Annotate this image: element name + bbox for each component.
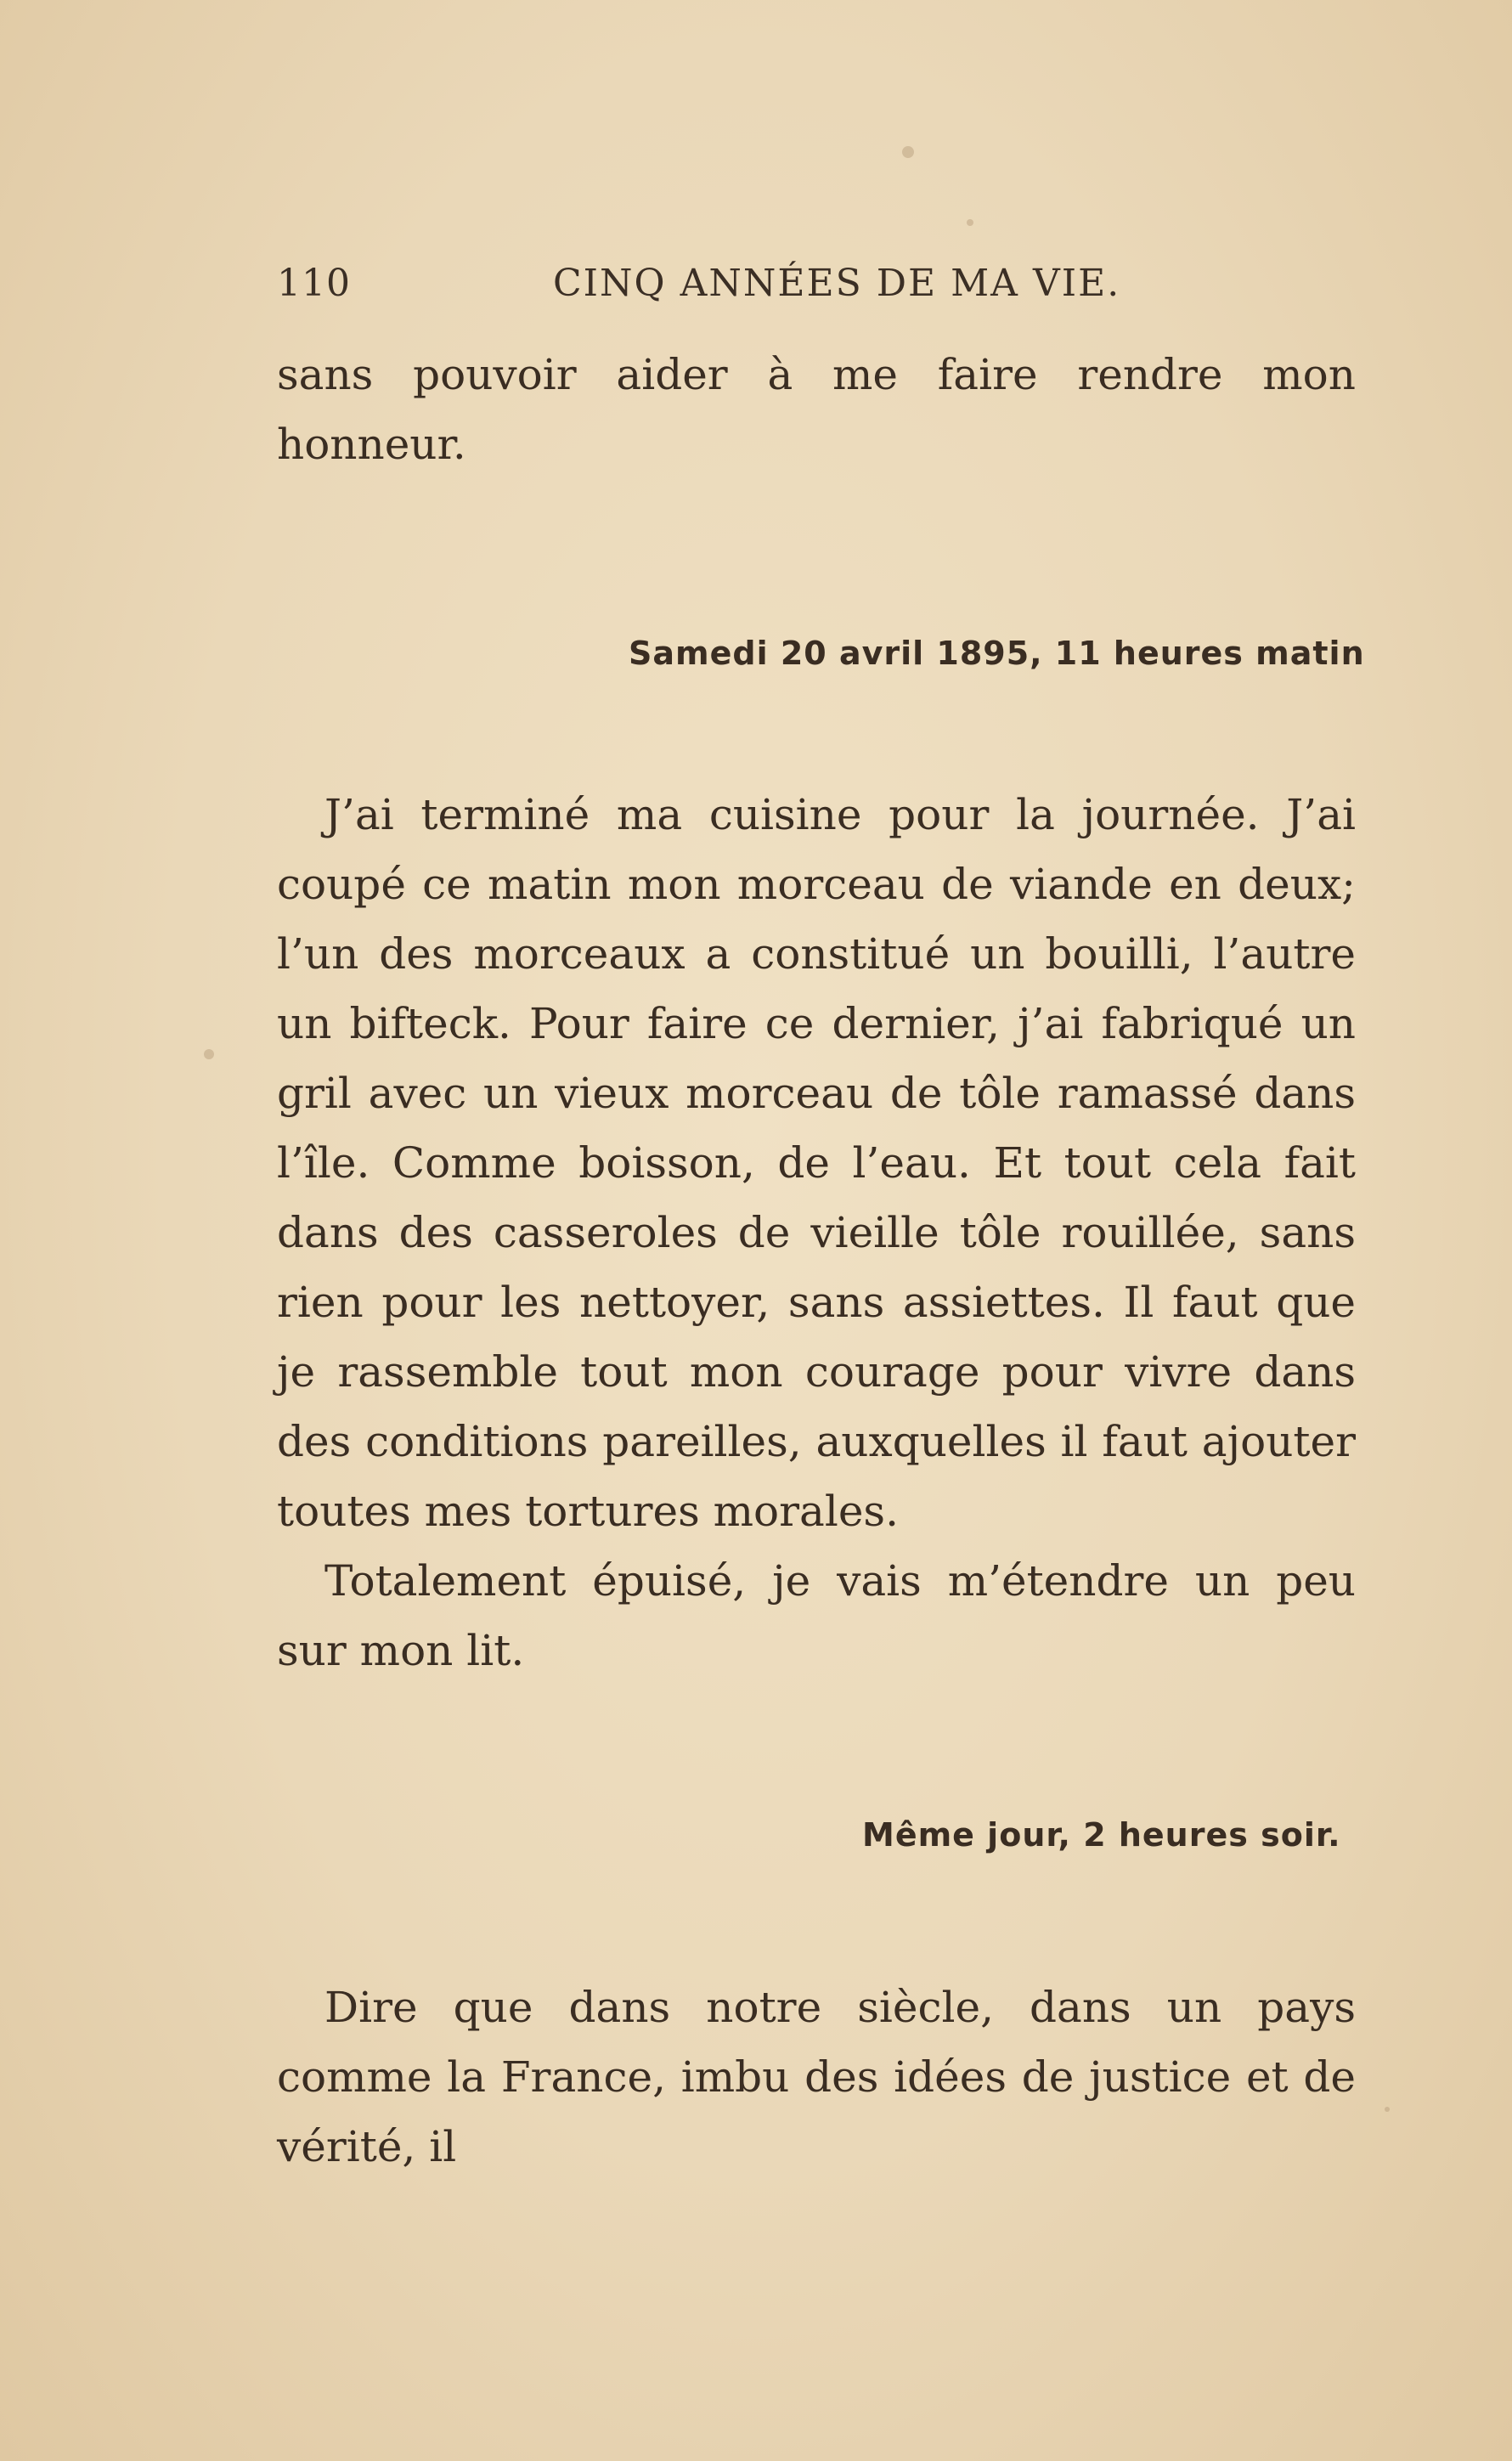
running-title: CINQ ANNÉES DE MA VIE. <box>553 262 1121 305</box>
continuation-paragraph: sans pouvoir aider à me faire rendre mon honneur. <box>277 350 1356 469</box>
page-header <box>277 262 1364 313</box>
entry-body <box>277 780 1356 1685</box>
entry-paragraph: J’ai terminé ma cuisine pour la journée. J’ai coupé ce matin mon morceau de viande en deux; l’un des morceaux a constitué un bouilli, l’autre un bifteck. Pour faire ce dernier, j’ai fabriqué un gril avec un vieux morceau de tôle ramassé dans l’île. Comme boisson, de l’eau. Et tout cela fait dans des casseroles de vieille tôle rouillée, sans rien pour les nettoyer, sans assiettes. Il faut que je rassemble tout mon courage pour vivre dans des conditions pareilles, auxquelles il faut ajouter toutes mes tortures morales. <box>277 790 1356 1536</box>
entry-body <box>277 1973 1356 2182</box>
entry-dateline: Même jour, 2 heures soir. <box>862 1816 1341 1854</box>
paper-speck <box>902 146 914 158</box>
paper-speck <box>1385 2107 1390 2112</box>
paper-speck <box>967 219 973 226</box>
paper-speck <box>204 1049 214 1059</box>
entry-paragraph: Dire que dans notre siècle, dans un pays comme la France, imbu des idées de justice et de vérité, il <box>277 1983 1356 2171</box>
entry-dateline: Samedi 20 avril 1895, 11 heures matin <box>629 635 1365 672</box>
entry-paragraph: Totalement épuisé, je vais m’étendre un peu sur mon lit. <box>277 1556 1356 1675</box>
continuation-text <box>277 340 1356 479</box>
page-number: 110 <box>277 262 351 305</box>
